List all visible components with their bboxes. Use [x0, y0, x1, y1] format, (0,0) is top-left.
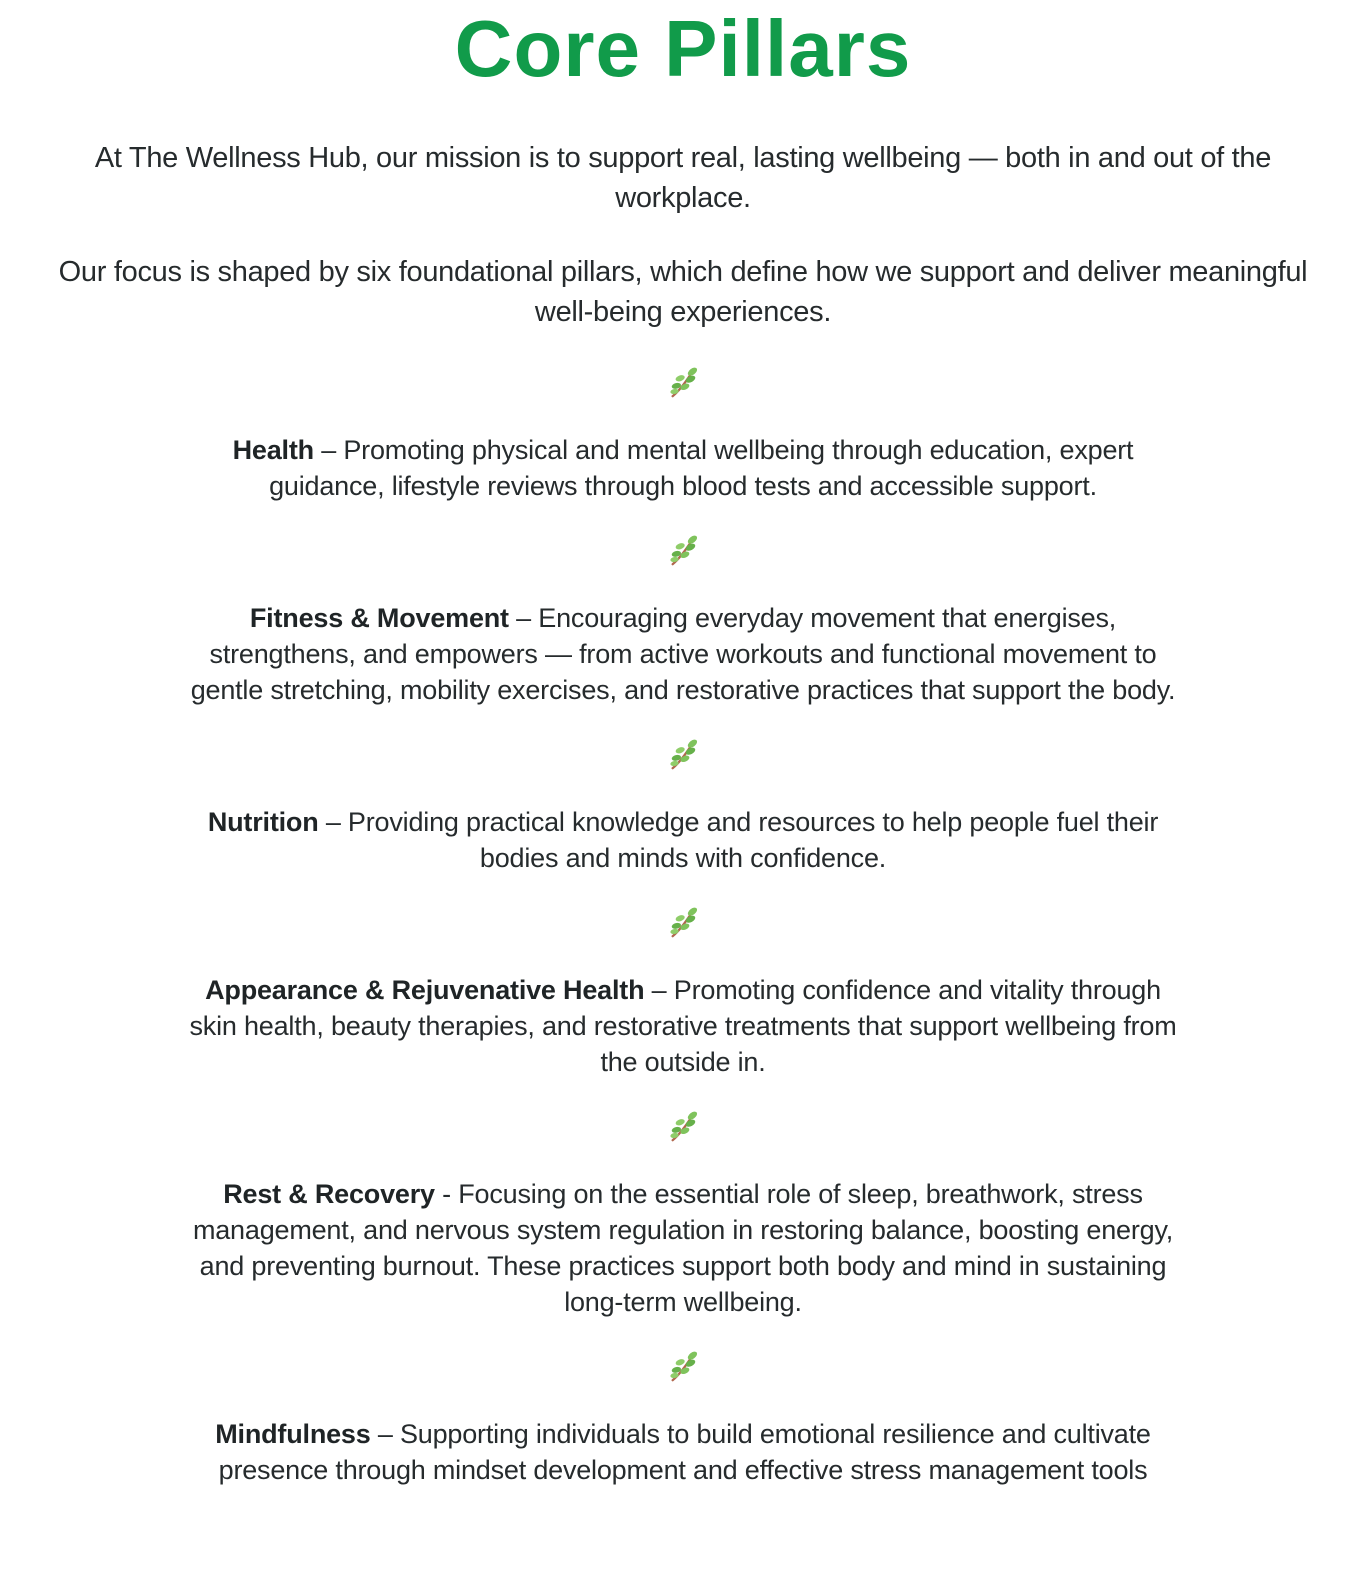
pillar-appearance-rejuvenative-health: [178, 972, 1188, 1080]
pillar-nutrition-name: Nutrition: [207, 807, 319, 837]
pillar-appearance-rejuvenative-health-name: Appearance & Rejuvenative Health: [205, 975, 645, 1005]
herb-sprig-icon: [666, 1110, 700, 1144]
pillar-rest-recovery-name: Rest & Recovery: [223, 1179, 435, 1209]
pillar-health: [178, 432, 1188, 504]
intro-paragraph-mission: At The Wellness Hub, our mission is to support real, lasting wellbeing — both in and out of the workplace.: [94, 142, 1272, 214]
intro-paragraph-focus: Our focus is shaped by six foundational pillars, which define how we support and deliver meaningful well-being experiences.: [58, 256, 1308, 328]
pillar-nutrition: [178, 804, 1188, 876]
herb-sprig-icon: [666, 534, 700, 568]
herb-sprig-icon: [666, 1350, 700, 1384]
pillar-health-description: – Promoting physical and mental wellbeing through education, expert guidance, lifestyle reviews through blood tests and accessible support.: [269, 435, 1134, 501]
page-title: Core Pillars: [454, 4, 912, 93]
pillar-separator: [0, 1110, 1366, 1144]
herb-sprig-icon: [666, 738, 700, 772]
pillar-mindfulness-name: Mindfulness: [215, 1419, 371, 1449]
pillar-rest-recovery-description: - Focusing on the essential role of sleep, breathwork, stress management, and nervous system regulation in restoring balance, boosting energy, and preventing burnout. These practices support both body and mind in sustaining long-term wellbeing.: [192, 1179, 1174, 1317]
pillar-rest-recovery: [178, 1176, 1188, 1320]
pillar-mindfulness: [178, 1416, 1188, 1488]
pillar-appearance-rejuvenative-health-description: – Promoting confidence and vitality through skin health, beauty therapies, and restorative treatments that support wellbeing from the outside in.: [189, 975, 1177, 1077]
pillar-mindfulness-description: – Supporting individuals to build emotional resilience and cultivate presence through mindset development and effective stress management tools: [218, 1419, 1151, 1485]
pillar-fitness-movement-name: Fitness & Movement: [249, 603, 509, 633]
pillar-separator: [0, 738, 1366, 772]
pillar-health-name: Health: [232, 435, 314, 465]
pillar-fitness-movement-description: – Encouraging everyday movement that energises, strengthens, and empowers — from active workouts and functional movement to gentle stretching, mobility exercises, and restorative practices that support the body.: [190, 603, 1176, 705]
herb-sprig-icon: [666, 906, 700, 940]
pillar-separator: [0, 366, 1366, 400]
pillar-separator: [0, 1350, 1366, 1384]
pillar-fitness-movement: [178, 600, 1188, 708]
pillar-nutrition-description: – Providing practical knowledge and resources to help people fuel their bodies and minds with confidence.: [318, 807, 1159, 873]
pillar-separator: [0, 906, 1366, 940]
herb-sprig-icon: [666, 366, 700, 400]
pillar-separator: [0, 534, 1366, 568]
intro-block: [0, 138, 1366, 332]
